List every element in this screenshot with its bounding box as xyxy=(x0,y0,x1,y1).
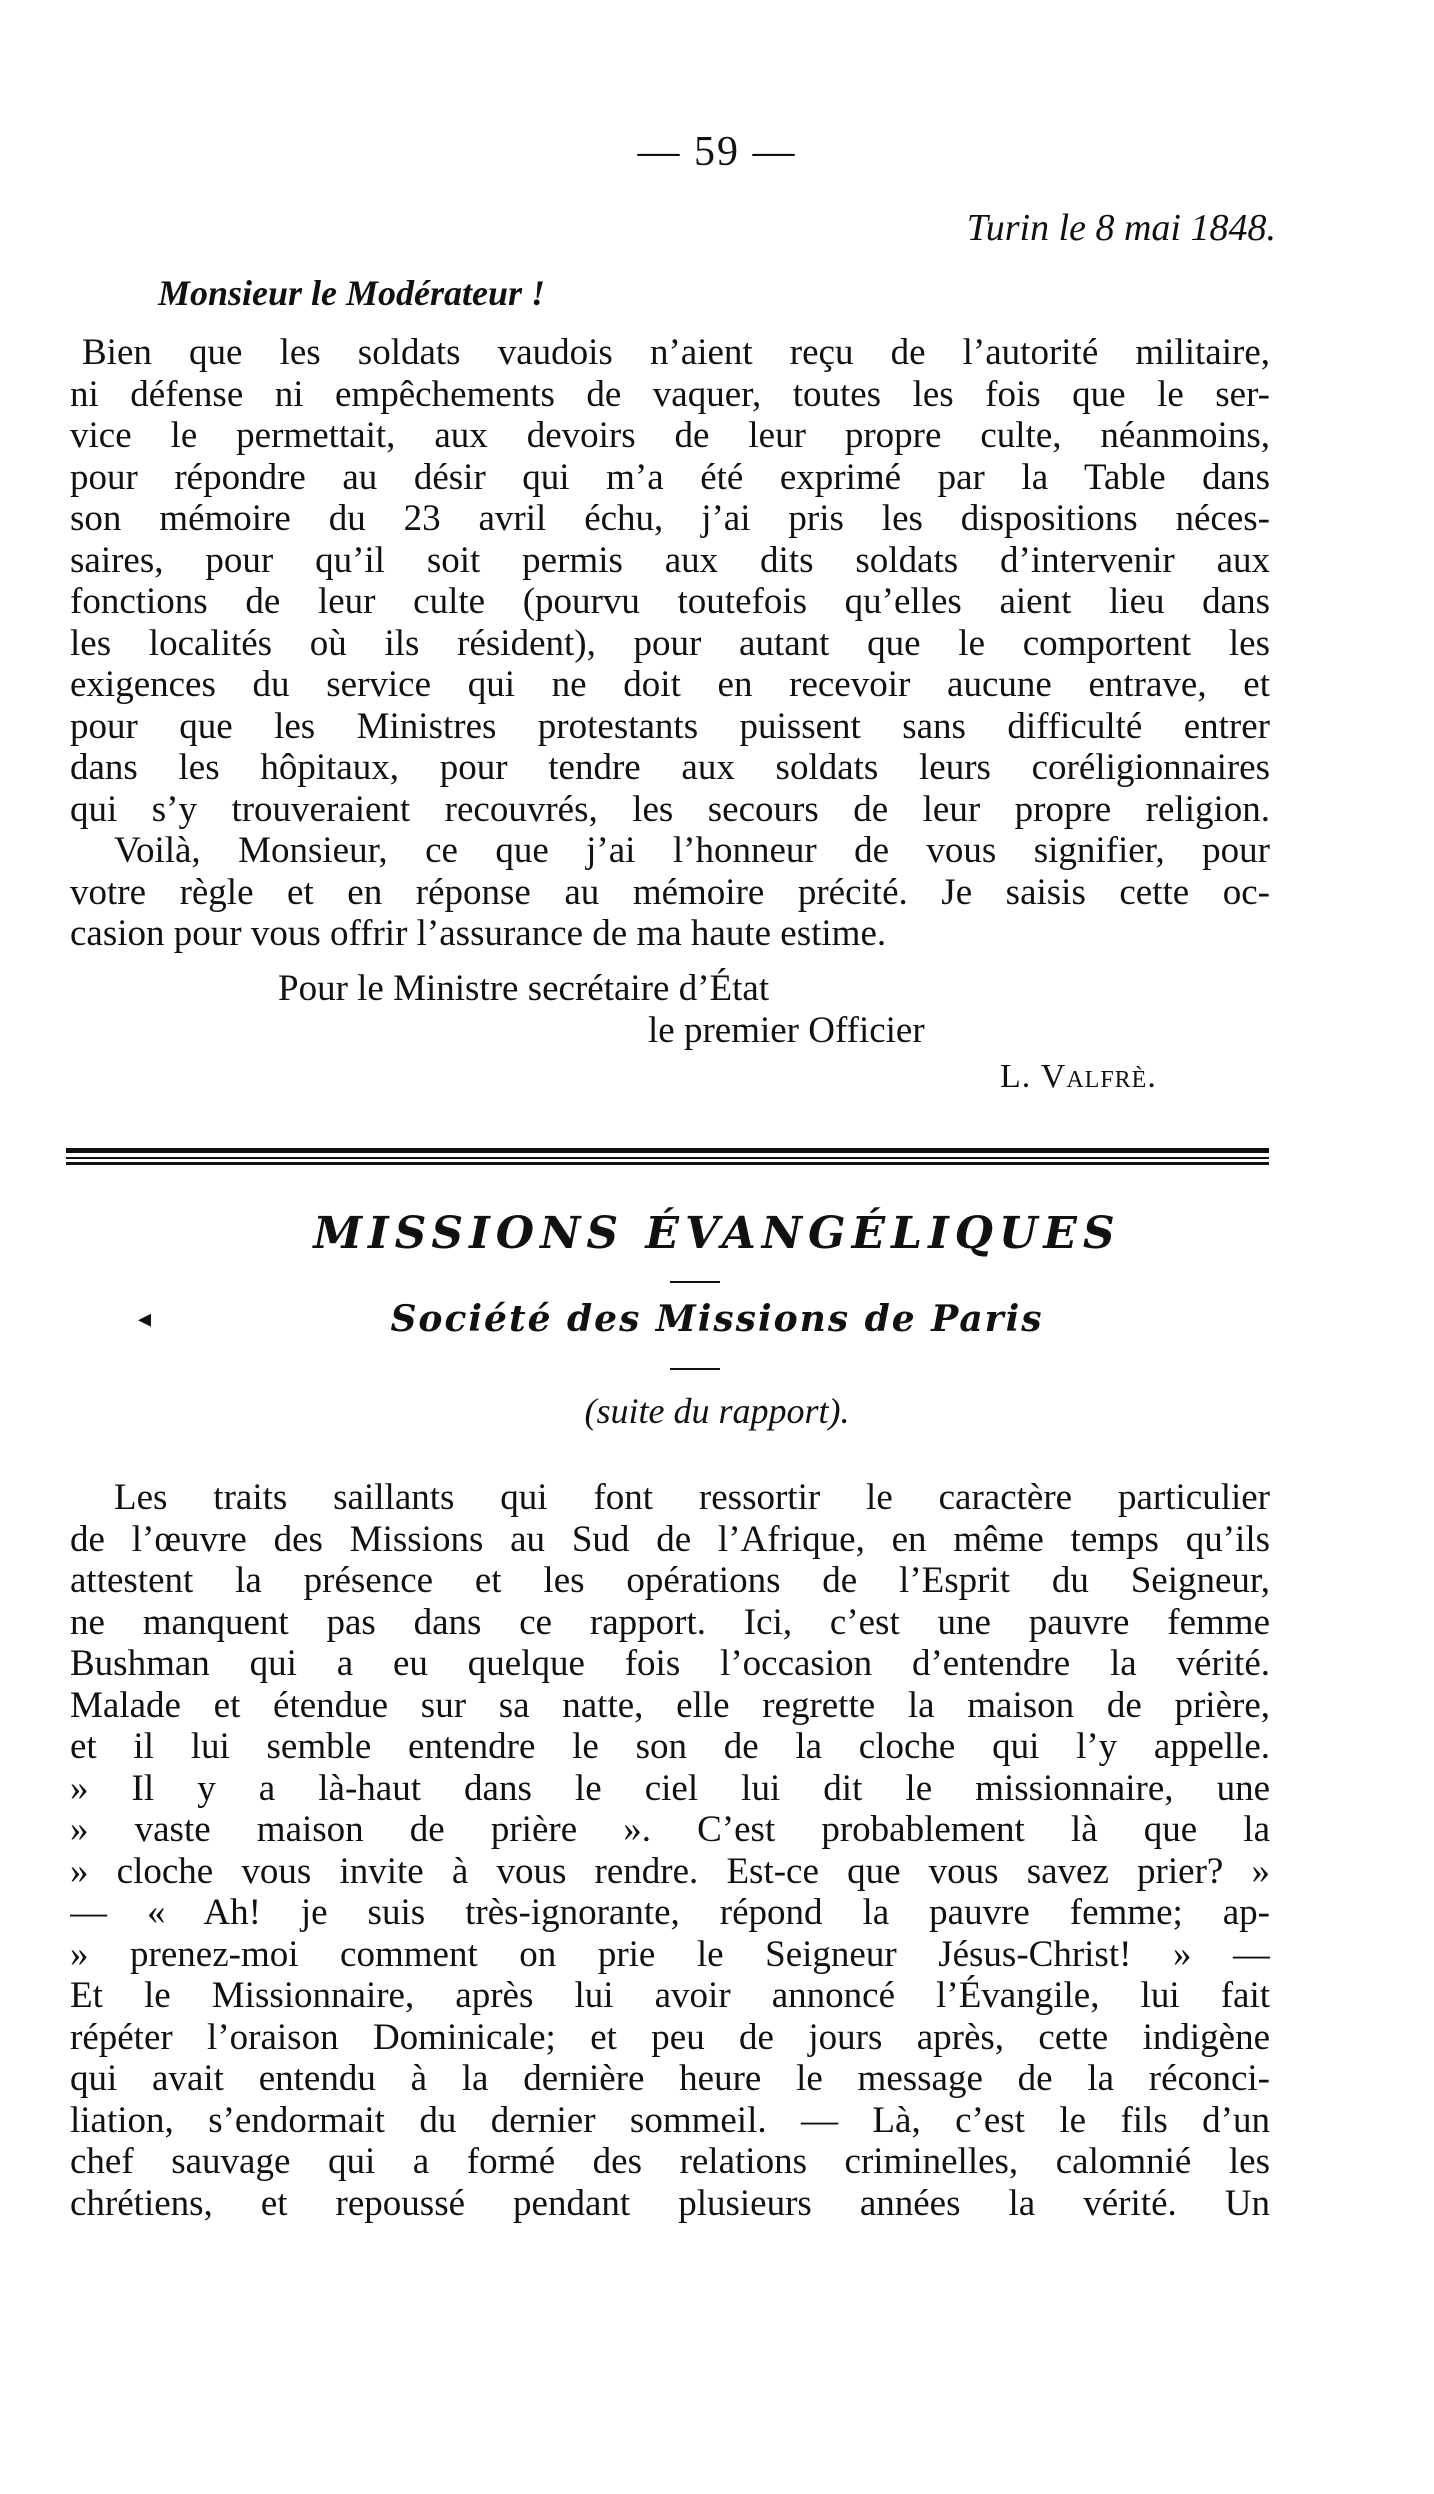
letter-line: pour répondre au désir qui m’a été exprimé par la Table dans xyxy=(70,456,1270,498)
letter-line: votre règle et en réponse au mémoire précité. Je saisis cette oc- xyxy=(70,871,1270,913)
mission-line: » vaste maison de prière ». C’est probablement là que la xyxy=(70,1809,1270,1850)
letter-line: les localités où ils résident), pour autant que le comportent les xyxy=(70,622,1270,664)
section-divider xyxy=(66,1162,1269,1165)
mission-line: » Il y a là-haut dans le ciel lui dit le missionnaire, une xyxy=(70,1767,1270,1809)
mission-line: » prenez-moi comment on prie le Seigneur Jésus-Christ! » — xyxy=(70,1933,1270,1975)
letter-line: Voilà, Monsieur, ce que j’ai l’honneur de vous signifier, pour xyxy=(114,830,1270,871)
subsection-title: Société des Missions de Paris xyxy=(390,1298,1044,1340)
mission-line: qui avait entendu à la dernière heure le message de la réconci- xyxy=(70,2058,1270,2099)
letter-line: vice le permettait, aux devoirs de leur propre culte, néanmoins, xyxy=(70,415,1270,456)
signature-initial: L. xyxy=(1000,1058,1041,1095)
letter-line: pour que les Ministres protestants puissent sans difficulté entrer xyxy=(70,705,1270,747)
letter-dateline: Turin le 8 mai 1848. xyxy=(966,207,1276,249)
title-rule xyxy=(670,1281,720,1283)
mission-line: — « Ah! je suis très-ignorante, répond la pauvre femme; ap- xyxy=(70,1892,1270,1933)
letter-line: qui s’y trouveraient recouvrés, les secours de leur propre religion. xyxy=(70,788,1270,830)
letter-line: saires, pour qu’il soit permis aux dits soldats d’intervenir aux xyxy=(70,539,1270,581)
letter-line: son mémoire du 23 avril échu, j’ai pris les dispositions néces- xyxy=(70,498,1270,539)
mission-line: Bushman qui a eu quelque fois l’occasion d’entendre la vérité. xyxy=(70,1643,1270,1684)
letter-closing: Pour le Ministre secrétaire d’État xyxy=(278,968,770,1009)
mission-line: » cloche vous invite à vous rendre. Est-ce que vous savez prier? » xyxy=(70,1850,1270,1892)
mission-line: Et le Missionnaire, après lui avoir annoncé l’Évangile, lui fait xyxy=(70,1975,1270,2016)
title-rule xyxy=(670,1368,720,1370)
mission-line: attestent la présence et les opérations de l’Esprit du Seigneur, xyxy=(70,1560,1270,1601)
section-title: MISSIONS ÉVANGÉLIQUES xyxy=(313,1208,1121,1259)
letter-line: casion pour vous offrir l’assurance de ma haute estime. xyxy=(70,913,887,954)
letter-line: dans les hôpitaux, pour tendre aux soldats leurs coréligionnaires xyxy=(70,747,1270,788)
mission-body xyxy=(70,1477,1270,2224)
mission-line: Malade et étendue sur sa natte, elle regrette la maison de prière, xyxy=(70,1684,1270,1726)
letter-closing-title: le premier Officier xyxy=(648,1010,925,1051)
letter-salutation: Monsieur le Modérateur ! xyxy=(158,273,546,313)
mission-line: chef sauvage qui a formé des relations criminelles, calomnié les xyxy=(70,2141,1270,2182)
letter-line: fonctions de leur culte (pourvu toutefois qu’elles aient lieu dans xyxy=(70,581,1270,622)
mission-line: et il lui semble entendre le son de la cloche qui l’y appelle. xyxy=(70,1726,1270,1767)
mission-line: chrétiens, et repoussé pendant plusieurs années la vérité. Un xyxy=(70,2182,1270,2224)
letter-line: exigences du service qui ne doit en recevoir aucune entrave, et xyxy=(70,664,1270,705)
letter-signature xyxy=(1000,1058,1157,1096)
section-subtitle: (suite du rapport). xyxy=(584,1391,850,1431)
section-divider xyxy=(66,1157,1269,1159)
mission-line: liation, s’endormait du dernier sommeil. — Là, c’est le fils d’un xyxy=(70,2099,1270,2141)
mission-line: de l’œuvre des Missions au Sud de l’Afrique, en même temps qu’ils xyxy=(70,1518,1270,1560)
mission-line: répéter l’oraison Dominicale; et peu de jours après, cette indigène xyxy=(70,2016,1270,2058)
signature-name: Valfrè. xyxy=(1040,1058,1157,1095)
mission-line: ne manquent pas dans ce rapport. Ici, c’est une pauvre femme xyxy=(70,1601,1270,1643)
mission-line: Les traits saillants qui font ressortir le caractère particulier xyxy=(114,1477,1270,1518)
margin-mark: ◂ xyxy=(138,1304,152,1333)
letter-line: Bien que les soldats vaudois n’aient reçu de l’autorité militaire, xyxy=(82,332,1270,373)
letter-line: ni défense ni empêchements de vaquer, toutes les fois que le ser- xyxy=(70,373,1270,415)
section-divider xyxy=(66,1148,1269,1153)
page-number: — 59 — xyxy=(637,129,797,175)
letter-body xyxy=(70,332,1270,955)
